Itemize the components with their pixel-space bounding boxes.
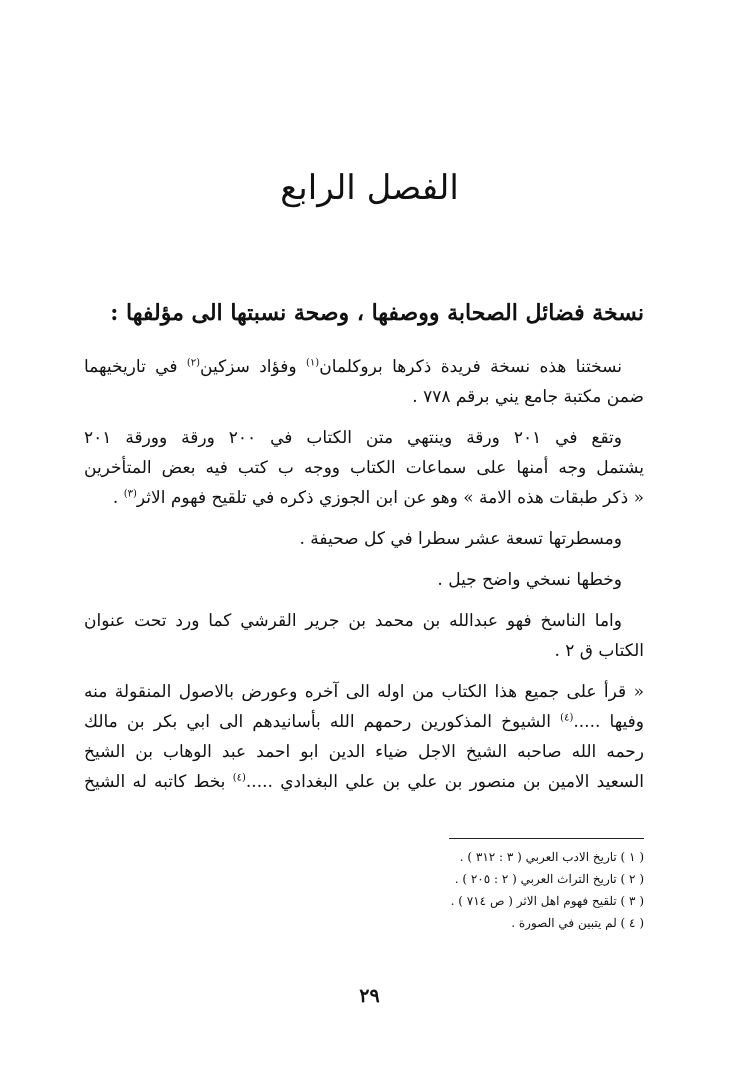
text-line: « ذكر طبقات هذه الامة » وهو عن ابن الجوزي ذكره في تلقيح فهوم الاثر$^{(٣)}$ . <box>112 488 644 508</box>
footnote-ref: (٢) <box>186 357 201 369</box>
footnotes <box>84 846 644 934</box>
section-heading: نسخة فضائل الصحابة ووصفها ، وصحة نسبتها الى مؤلفها : <box>110 300 644 326</box>
footnote-2: ( ٢ ) تاريخ التراث العربي ( ٢ : ٢٠٥ ) . <box>454 872 644 886</box>
footnote-ref: (٣) <box>123 488 137 500</box>
text-line: يشتمل وجه أمنها على سماعات الكتاب ووجه ب كتب فيه بعض المتأخرين <box>84 458 644 478</box>
text-line: وخطها نسخي واضح جيل . <box>437 570 622 590</box>
text-line: وتقع في ٢٠١ ورقة وينتهي متن الكتاب في ٢٠٠ ورقة وورقة ٢٠١ <box>84 428 622 448</box>
footnote-1: ( ١ ) تاريخ الادب العربي ( ٣ : ٣١٢ ) . <box>459 850 644 864</box>
text-line: ومسطرتها تسعة عشر سطرا في كل صحيفة . <box>299 529 622 549</box>
text-line: ضمن مكتبة جامع يني برقم ٧٧٨ . <box>412 387 644 407</box>
text-line: « قرأ على جميع هذا الكتاب من اوله الى آخره وعورض بالاصول المنقولة منه <box>84 682 644 702</box>
footnote-ref: (٤) <box>560 712 574 724</box>
paragraph-copyist <box>84 606 644 666</box>
paragraph-folios <box>84 423 644 513</box>
paragraph-manuscript-copy <box>84 352 644 412</box>
footnote-separator <box>449 838 644 839</box>
text-line: وفيها .....$^{(٤)}$ الشيوخ المذكورين رحمهم الله بأسانيدهم الى ابي بكر بن مالك <box>84 712 644 732</box>
footnote-ref: (٤) <box>232 772 246 784</box>
text-line: نسختنا هذه نسخة فريدة ذكرها بروكلمان$^{(١)}$ وفؤاد سزكين$^{(٢)}$ في تاريخيهما <box>84 357 622 377</box>
text-line: رحمه الله صاحبه الشيخ الاجل ضياء الدين ابو احمد عبد الوهاب بن الشيخ <box>84 742 644 762</box>
footnote-ref: (١) <box>306 357 320 369</box>
chapter-title: الفصل الرابع <box>280 168 459 208</box>
paragraph-script <box>84 565 644 595</box>
page-number: ٢٩ <box>359 985 380 1007</box>
text-line: السعيد الامين بن منصور بن علي بن علي البغدادي .....$^{(٤)}$ بخط كاتبه له الشيخ <box>84 772 645 792</box>
paragraph-colophon <box>84 677 644 797</box>
footnote-3: ( ٣ ) تلقيح فهوم اهل الاثر ( ص ٧١٤ ) . <box>450 894 644 908</box>
text-line: الكتاب ق ٢ . <box>554 641 644 661</box>
body-text <box>84 352 644 797</box>
paragraph-line-count <box>84 524 644 554</box>
text-line: واما الناسخ فهو عبدالله بن محمد بن جرير القرشي كما ورد تحت عنوان <box>84 611 622 631</box>
footnote-4: ( ٤ ) لم يتبين في الصورة . <box>511 916 644 930</box>
